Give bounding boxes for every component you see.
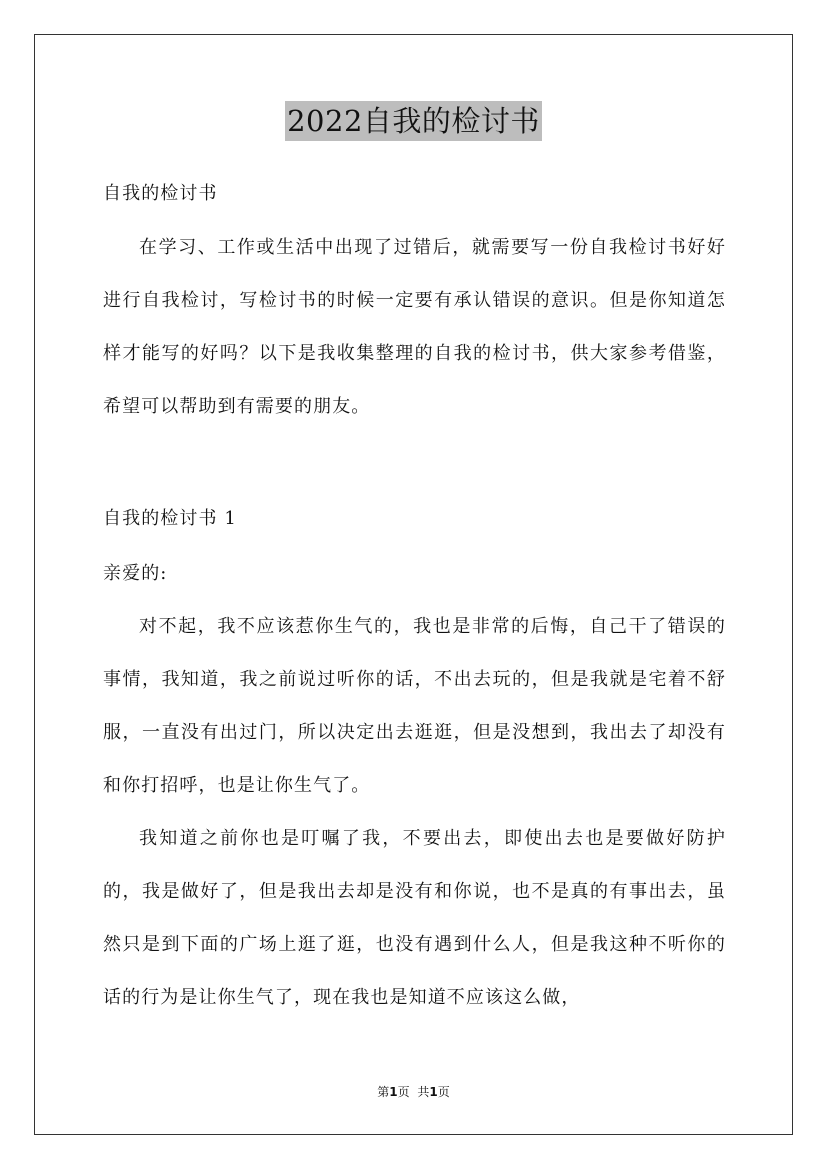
page-footer bbox=[0, 1083, 827, 1100]
body-paragraph-2: 我知道之前你也是叮嘱了我，不要出去，即使出去也是要做好防护的，我是做好了，但是我出去却是没有和你说，也不是真的有事出去，虽然只是到下面的广场上逛了逛，也没有遇到什么人，但是我这种不听你的话的行为是让你生气了，现在我也是知道不应该这么做， bbox=[103, 828, 726, 1008]
salutation: 亲爱的: bbox=[103, 563, 168, 584]
page-prefix: 第 bbox=[377, 1085, 390, 1099]
intro-paragraph: 在学习、工作或生活中出现了过错后，就需要写一份自我检讨书好好进行自我检讨，写检讨书的时候一定要有承认错误的意识。但是你知道怎样才能写的好吗？以下是我收集整理的自我的检讨书，供大家参考借鉴，希望可以帮助到有需要的朋友。 bbox=[103, 237, 726, 417]
page-suffix: 页 bbox=[397, 1085, 410, 1099]
total-pages: 1 bbox=[429, 1085, 438, 1099]
heading: 自我的检讨书 bbox=[103, 183, 218, 204]
page-number: 1 bbox=[389, 1085, 398, 1099]
section-title: 自我的检讨书 1 bbox=[103, 508, 237, 529]
total-suffix: 页 bbox=[437, 1085, 450, 1099]
body-paragraph-1: 对不起，我不应该惹你生气的，我也是非常的后悔，自己干了错误的事情，我知道，我之前说过听你的话，不出去玩的，但是我就是宅着不舒服，一直没有出过门，所以决定出去逛逛，但是没想到，我出去了却没有和你打招呼，也是让你生气了。 bbox=[103, 616, 726, 796]
title-container bbox=[0, 101, 827, 141]
total-prefix: 共 bbox=[417, 1085, 430, 1099]
document-title: 2022自我的检讨书 bbox=[285, 101, 542, 141]
